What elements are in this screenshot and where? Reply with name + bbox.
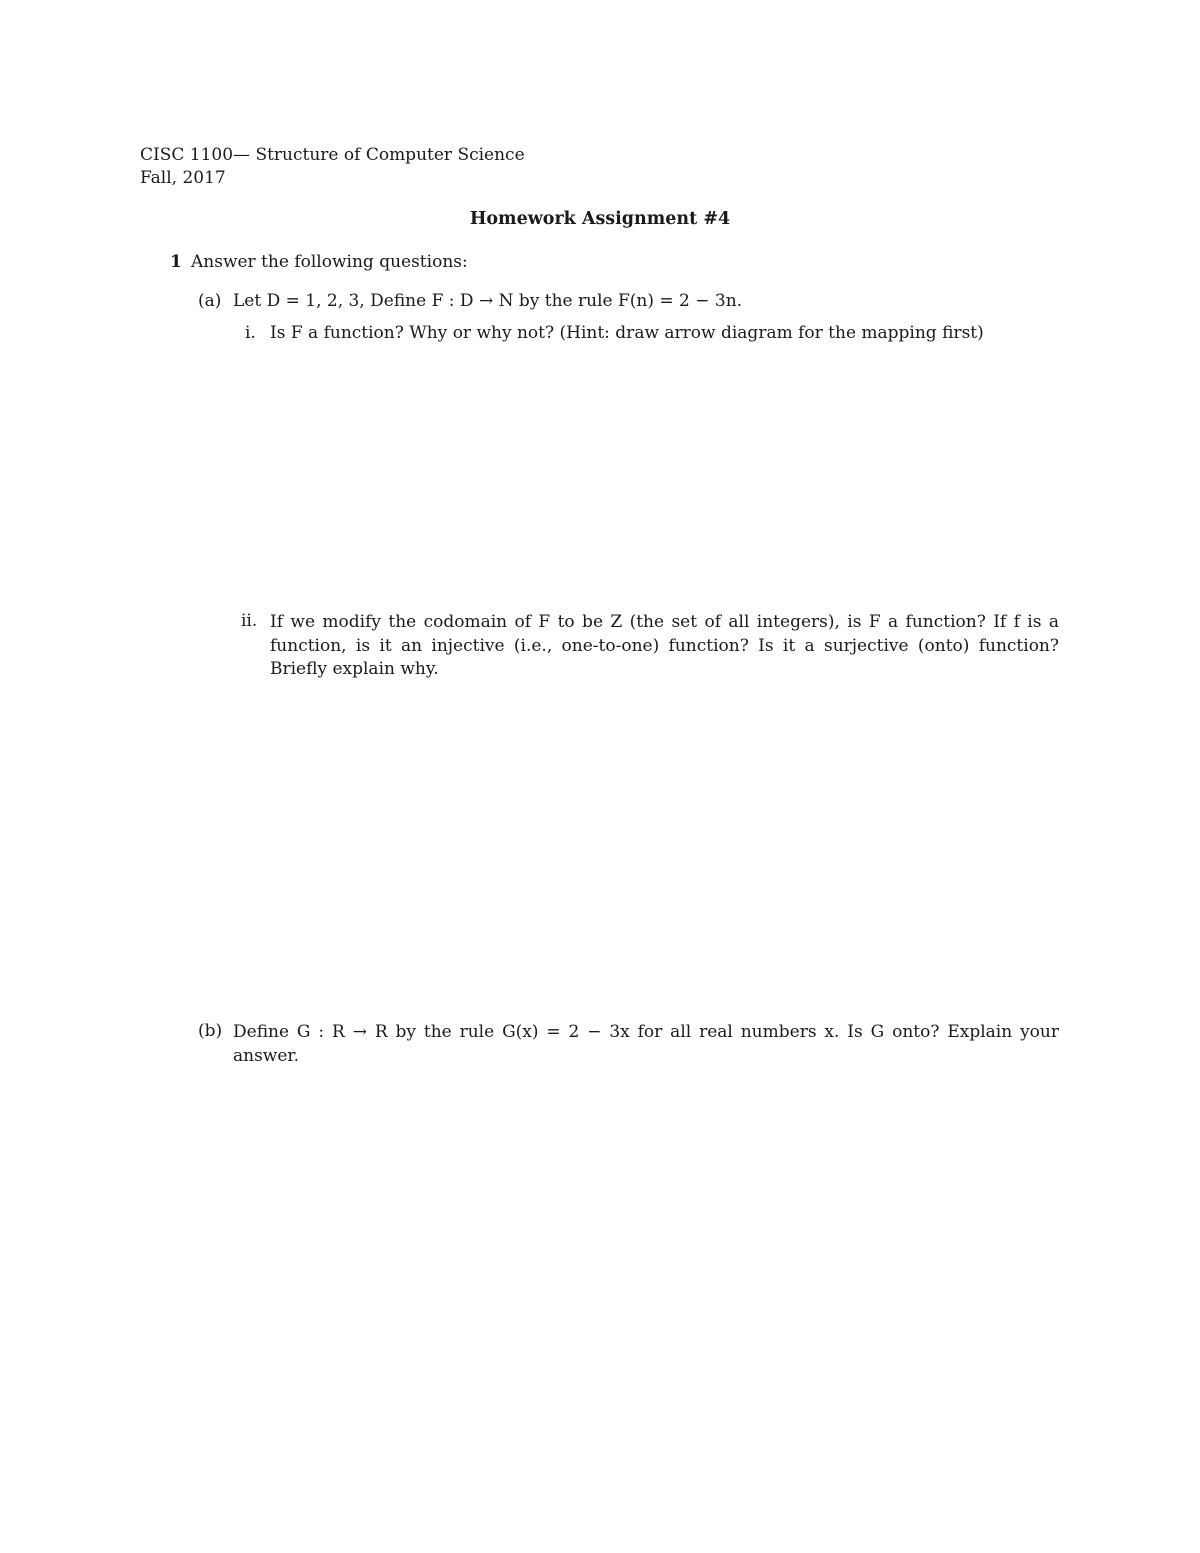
part-b-text: Define G : R → R by the rule G(x) = 2 − 3x for all real numbers x. Is G onto? Explain your answer. [233, 1022, 1059, 1066]
part-b-label: (b) [198, 1021, 223, 1041]
subpart-i-text: Is F a function? Why or why not? (Hint: draw arrow diagram for the mapping first) [270, 323, 984, 343]
question-prompt: Answer the following questions: [191, 252, 468, 272]
course-term: Fall, 2017 [140, 168, 226, 188]
subpart-i-label: i. [245, 323, 256, 343]
assignment-title: Homework Assignment #4 [469, 209, 731, 229]
subpart-ii-text: If we modify the codomain of F to be Z (the set of all integers), is F a function? If f is a function, is it an injective (i.e., one-to-one) function? Is it a surjective (onto) function? Briefly explain why. [270, 612, 1059, 679]
part-a-label: (a) [198, 291, 222, 311]
course-title: CISC 1100— Structure of Computer Science [140, 145, 525, 165]
question-number: 1 [170, 252, 182, 272]
part-a-text: Let D = 1, 2, 3, Define F : D → N by the rule F(n) = 2 − 3n. [233, 291, 743, 311]
subpart-ii-label: ii. [241, 611, 258, 631]
